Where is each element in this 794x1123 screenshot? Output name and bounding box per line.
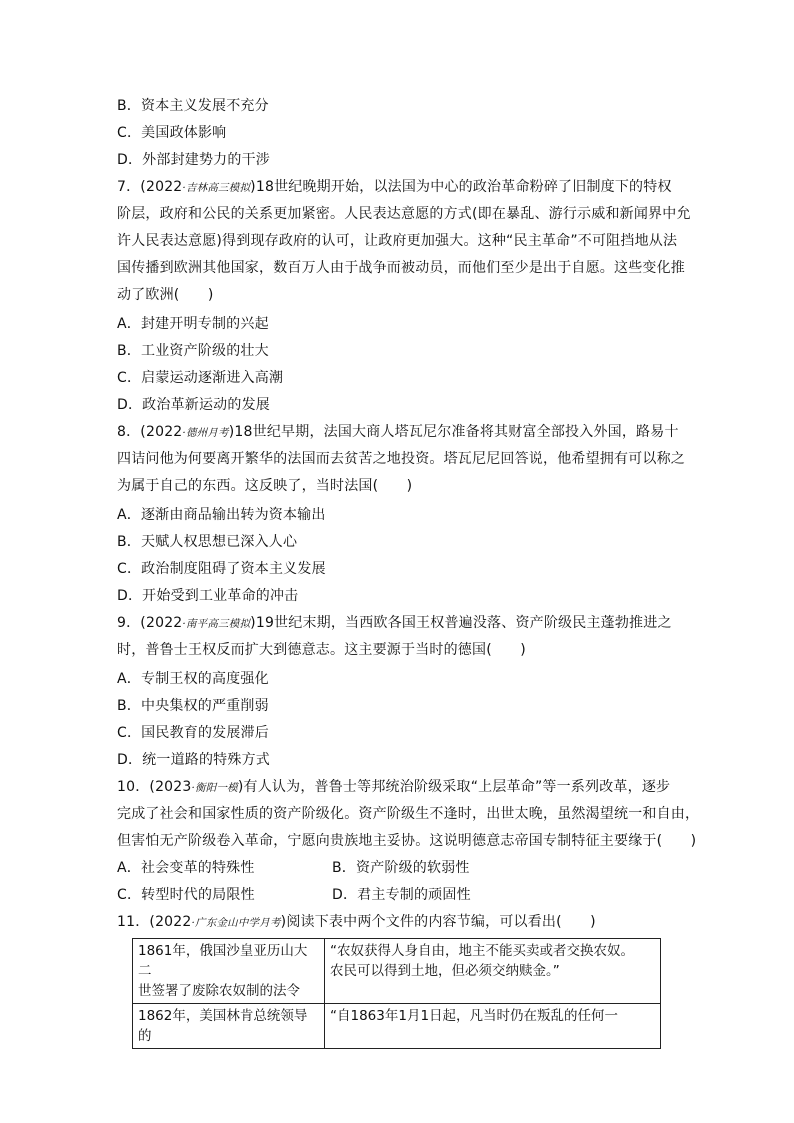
q8-option-b: B．天赋人权思想已深入人心 [117,534,298,550]
q9-source: ·南平高三模拟 [182,618,251,630]
q6-option-b: B．资本主义发展不充分 [117,98,269,114]
q7-stem-line-4: 国传播到欧洲其他国家，数百万人由于战争而被动员，而他们至少是出于自愿。这些变化推 [117,260,685,276]
q9-year: 2022 [145,615,183,631]
q10-number: 10．( [117,779,156,795]
q11-year: 2022 [155,914,192,930]
table-cell-russia-decree: 1861年，俄国沙皇亚历山大二 世签署了废除农奴制的法令 [133,939,325,1004]
q9-option-a: A．专制王权的高度强化 [117,671,269,687]
q8-stem-line-1: 8．(2022·德州月考)18世纪早期，法国大商人塔瓦尼尔准备将其财富全部投入外国，路易十 [117,424,679,440]
q9-number: 9．( [117,615,146,631]
q7-number: 7．( [117,179,146,195]
q7-option-d: D．政治革新运动的发展 [117,397,270,413]
q11-source: ·广东金山中学月考 [191,917,281,929]
q7-stem-line-2: 阶层，政府和公民的关系更加紧密。人民表达意愿的方式(即在暴乱、游行示威和新闻界中允 [117,206,691,222]
q11-documents-table [132,938,661,1049]
q9-option-c: C．国民教育的发展滞后 [117,725,269,741]
q10-year: 2023 [155,779,192,795]
table-cell-us-proclamation: 1862年，美国林肯总统领导的 [133,1004,325,1049]
q8-year: 2022 [145,424,183,440]
q8-stem-line-2: 四诘问他为何要离开繁华的法国而去贫苦之地投资。塔瓦尼尼回答说，他希望拥有可以称之 [117,451,685,467]
q10-stem-line-2: 完成了社会和国家性质的资产阶级化。资产阶级生不逢时，出世太晚，虽然渴望统一和自由， [117,806,700,822]
q8-number: 8．( [117,424,146,440]
q11-number: 11．( [117,914,156,930]
q8-option-d: D．开始受到工业革命的冲击 [117,588,299,604]
table-cell-russia-content: “农奴获得人身自由，地主不能买卖或者交换农奴。 农民可以得到土地，但必须交纳赎金。” [325,939,661,1004]
q7-stem-line-3: 许人民表达意愿)得到现存政府的认可，让政府更加强大。这种“民主革命”不可阻挡地从法 [117,233,678,249]
q7-option-b: B．工业资产阶级的壮大 [117,343,269,359]
q9-stem-line-1: 9．(2022·南平高三模拟)19世纪末期，当西欧各国王权普遍没落、资产阶级民主蓬勃推进之 [117,615,672,631]
q9-stem-line-2: 时，普鲁士王权反而扩大到德意志。这主要源于当时的德国( ) [117,642,526,658]
q8-option-c: C．政治制度阻碍了资本主义发展 [117,561,326,577]
q8-stem-line-3: 为属于自己的东西。这反映了，当时法国( ) [117,478,413,494]
q9-option-b: B．中央集权的严重削弱 [117,698,269,714]
q11-stem-line-1: 11．(2022·广东金山中学月考)阅读下表中两个文件的内容节编，可以看出( ) [117,914,596,930]
table-row [133,1004,661,1049]
q10-source: ·衡阳一模 [191,782,238,794]
table-row [133,939,661,1004]
q10-options-row-2 [117,885,471,905]
q7-stem-line-5: 动了欧洲( ) [117,287,214,303]
q7-year: 2022 [145,179,183,195]
q7-option-c: C．启蒙运动逐渐进入高潮 [117,370,284,386]
q7-stem-line-1: 7．(2022·吉林高三模拟)18世纪晚期开始，以法国为中心的政治革命粉碎了旧制度下的特权 [117,179,672,195]
q6-option-d: D．外部封建势力的干涉 [117,152,270,168]
q9-option-d: D．统一道路的特殊方式 [117,752,270,768]
q7-source: ·吉林高三模拟 [182,182,251,194]
q10-option-d: D．君主专制的顽固性 [332,887,471,903]
q10-stem-line-3: 但害怕无产阶级卷入革命，宁愿向贵族地主妥协。这说明德意志帝国专制特征主要缘于( ) [117,833,697,849]
q7-option-a: A．封建开明专制的兴起 [117,316,269,332]
q10-stem-line-1: 10．(2023·衡阳一模)有人认为，普鲁士等邦统治阶级采取“上层革命”等一系列改革，逐步 [117,779,671,795]
table-cell-us-content: “自1863年1月1日起，凡当时仍在叛乱的任何一 [325,1004,661,1049]
q10-option-c: C．转型时代的局限性 [117,887,255,903]
q10-options-row-1 [117,858,470,878]
q6-option-c: C．美国政体影响 [117,125,227,141]
q10-option-a: A．社会变革的特殊性 [117,860,255,876]
q10-option-b: B．资产阶级的软弱性 [332,860,470,876]
q8-source: ·德州月考 [182,427,229,439]
q8-option-a: A．逐渐由商品输出转为资本输出 [117,507,326,523]
